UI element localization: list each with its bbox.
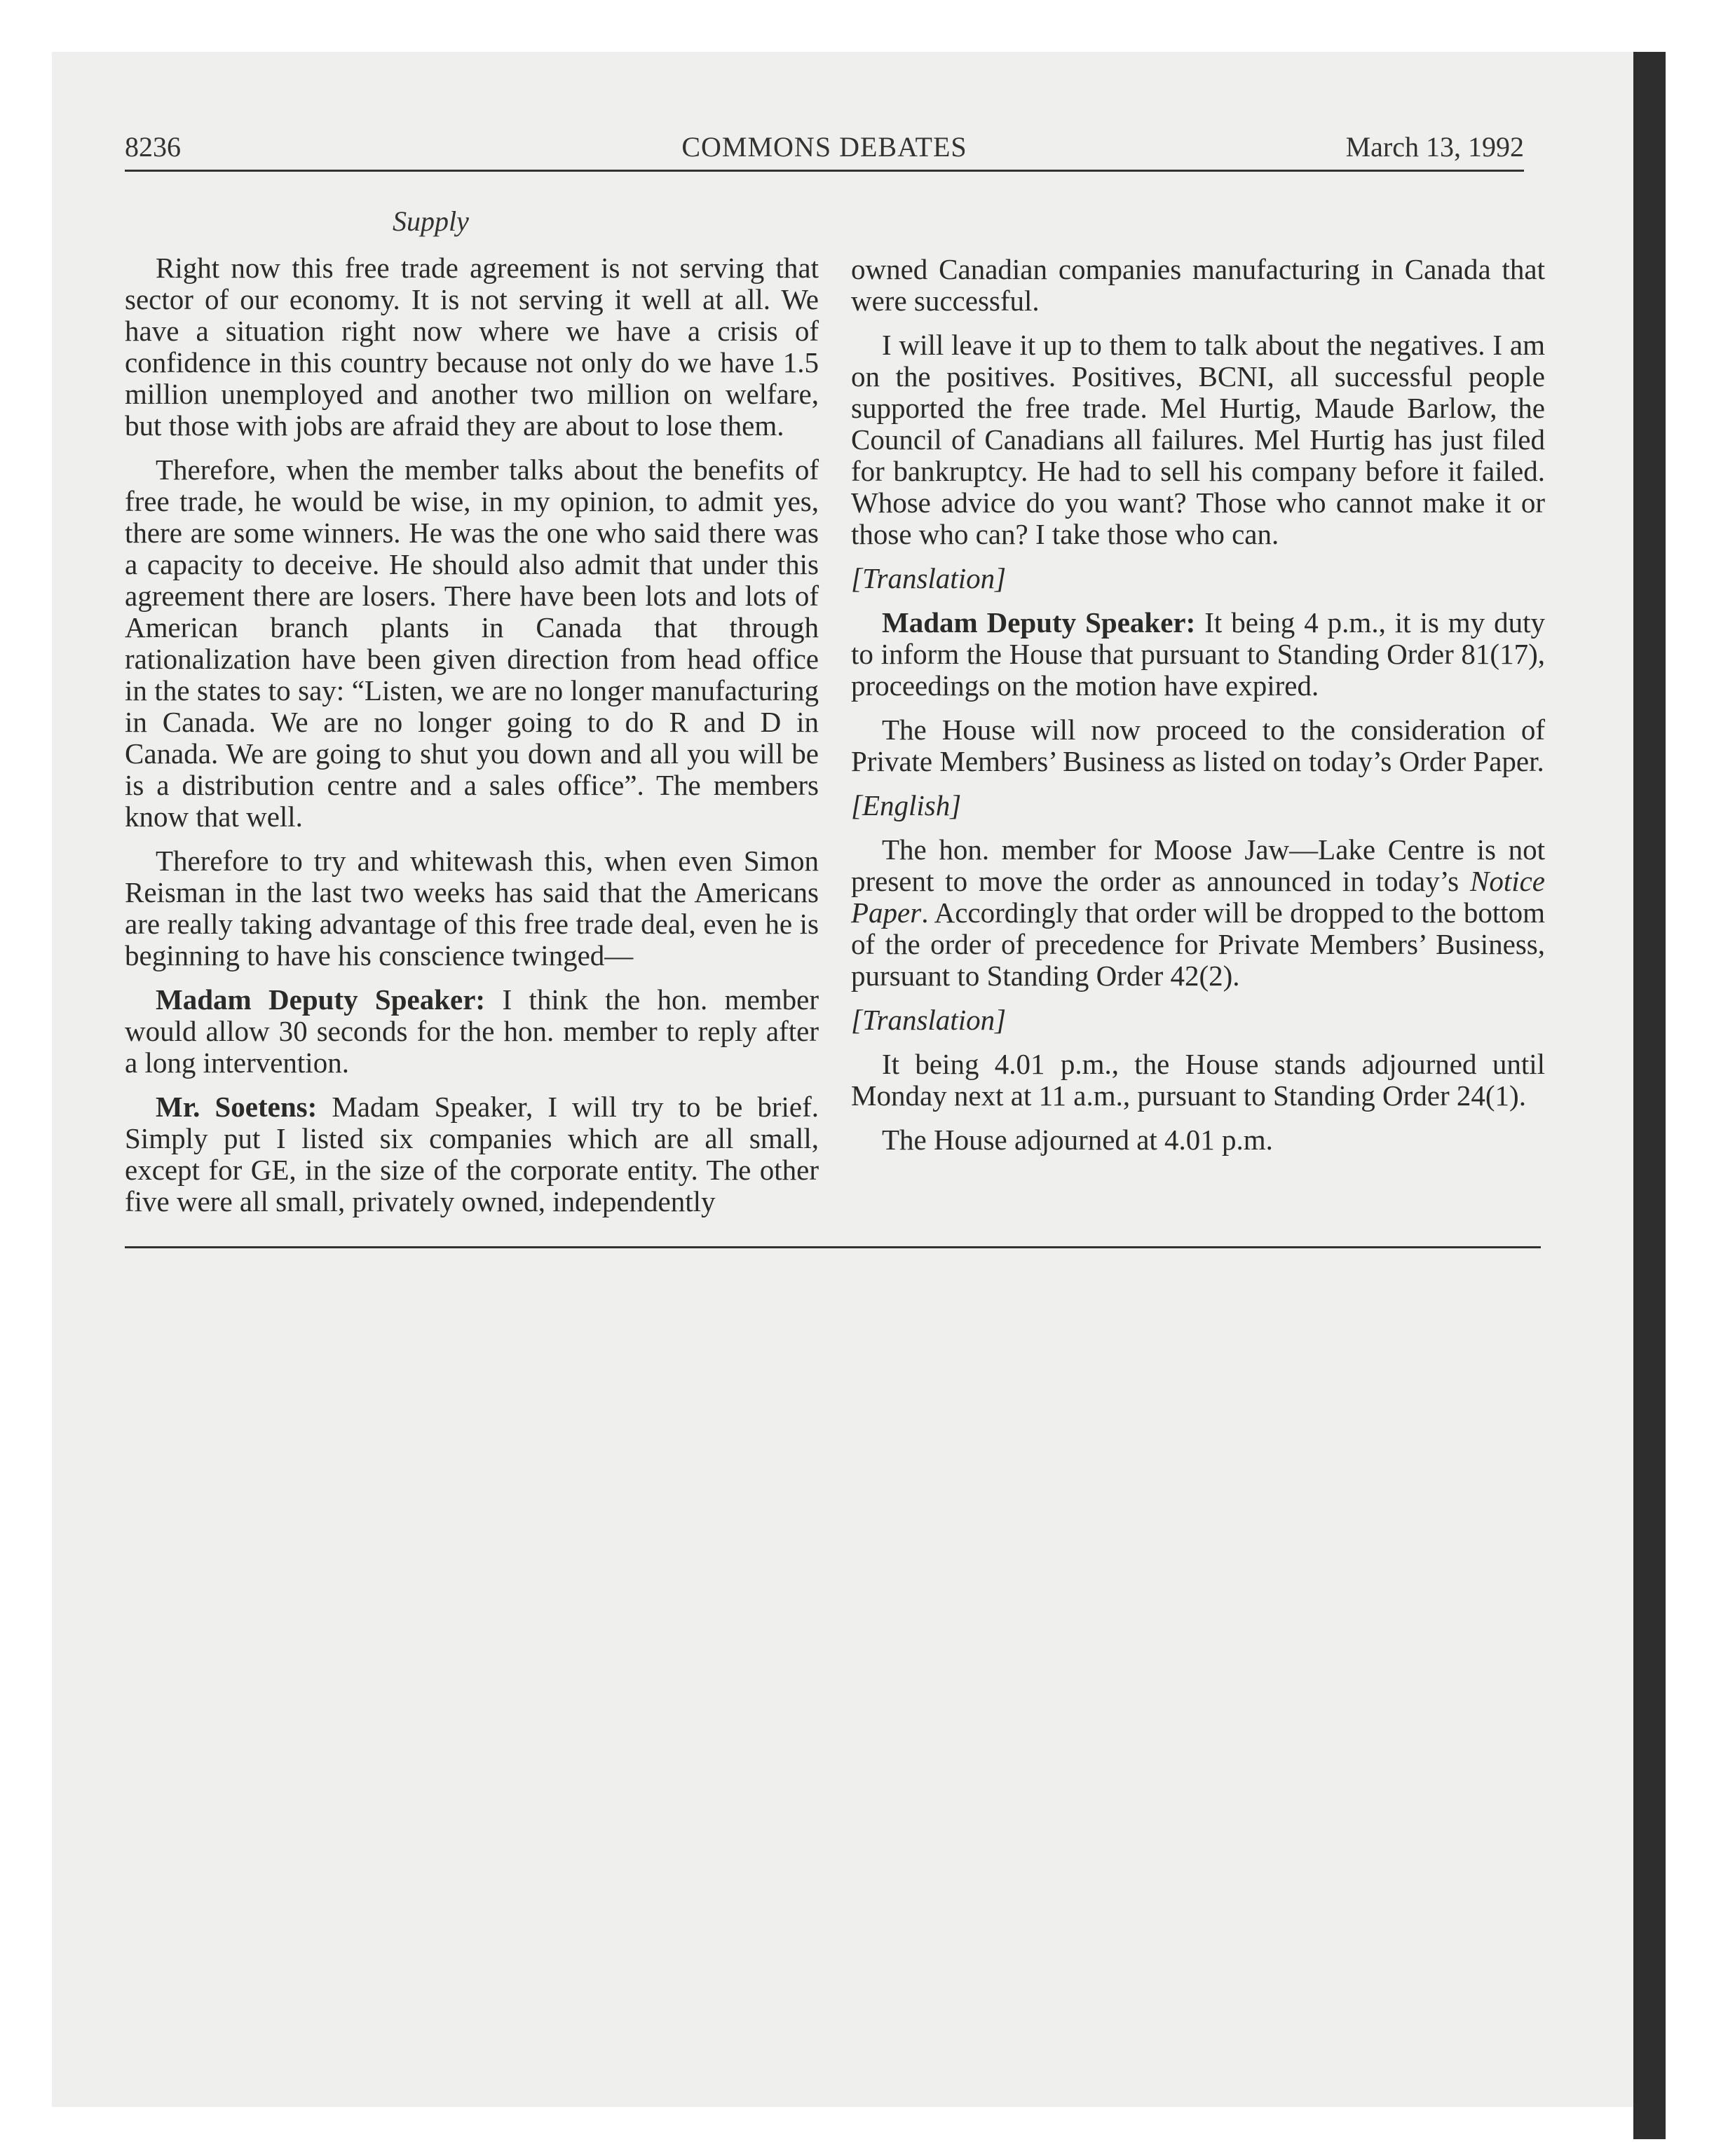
language-tag: [Translation] <box>851 562 1007 594</box>
bottom-rule <box>125 1246 1541 1248</box>
speech-text: Madam Speaker, I will try to be brief. Simply put I listed six companies which are all small, except for GE, in the size of the corporate entity. The other five were all small, privately owned, independently <box>125 1091 819 1217</box>
speech-text: I think the hon. member would allow 30 seconds for the hon. member to reply after a long intervention. <box>125 983 819 1079</box>
paragraph: Therefore to try and whitewash this, when even Simon Reisman in the last two weeks has said that the Americans are really taking advantage of this free trade deal, even he is beginning to have his conscience twinged— <box>125 845 819 971</box>
speech-paragraph <box>125 984 819 1079</box>
paragraph: Therefore, when the member talks about the benefits of free trade, he would be wise, in my opinion, to admit yes, there are some winners. He was the one who said there was a capacity to deceive. He should also admit that under this agreement there are losers. There have been lots and lots of American branch plants in Canada that through rationalization have been given direction from head office in the states to say: “Listen, we are no longer manufacturing in Canada. We are no longer going to do R and D in Canada. We are going to shut you down and all you will be is a distribution centre and a sales office”. The members know that well. <box>125 453 819 833</box>
page-number: 8236 <box>125 131 181 163</box>
speaker-name: Madam Deputy Speaker: <box>156 983 486 1016</box>
paragraph: Right now this free trade agreement is not serving that sector of our economy. It is not serving it well at all. We have a situation right now where we have a crisis of confidence in this country because not only do we have 1.5 million unemployed and another two million on welfare, but those with jobs are afraid they are about to lose them. <box>125 252 819 442</box>
language-tag: [Translation] <box>851 1004 1007 1036</box>
paragraph: It being 4.01 p.m., the House stands adjourned until Monday next at 11 a.m., pursuant to Standing Order 24(1). <box>851 1048 1545 1112</box>
speech-paragraph <box>851 607 1545 702</box>
paragraph <box>851 834 1545 992</box>
paragraph: The House adjourned at 4.01 p.m. <box>882 1124 1273 1156</box>
publication-date: March 13, 1992 <box>1345 131 1524 163</box>
paragraph: The House will now proceed to the consideration of Private Members’ Business as listed on today’s Order Paper. <box>851 714 1545 777</box>
header-rule <box>125 170 1524 172</box>
language-tag: [English] <box>851 789 962 821</box>
speech-paragraph <box>125 1091 819 1217</box>
speaker-name: Madam Deputy Speaker: <box>882 606 1196 639</box>
text-run: . Accordingly that order will be dropped to the bottom of the order of precedence for Private Members’ Business, pursuant to Standing Order 42(2). <box>851 896 1545 992</box>
left-column <box>125 252 819 1230</box>
scan-border-edge <box>1633 52 1666 2139</box>
paragraph: owned Canadian companies manufacturing in Canada that were successful. <box>851 253 1545 317</box>
paragraph: I will leave it up to them to talk about the negatives. I am on the positives. Positives, BCNI, all successful people supported the free trade. Mel Hurtig, Maude Barlow, the Council of Canadians all failures. Mel Hurtig has just filed for bankruptcy. He had to sell his company before it failed. Whose advice do you want? Those who cannot make it or those who can? I take those who can. <box>851 329 1545 550</box>
text-run: The hon. member for Moose Jaw—Lake Centre is not present to move the order as announced in today’s <box>851 833 1545 897</box>
publication-title: COMMONS DEBATES <box>681 131 967 163</box>
speaker-name: Mr. Soetens: <box>156 1091 318 1123</box>
speech-text: It being 4 p.m., it is my duty to inform the House that pursuant to Standing Order 81(17), proceedings on the motion have expired. <box>851 606 1546 702</box>
right-column <box>851 254 1545 1168</box>
page-header <box>125 126 1524 168</box>
italic-title: Notice Paper <box>851 865 1545 929</box>
section-title: Supply <box>393 205 469 237</box>
